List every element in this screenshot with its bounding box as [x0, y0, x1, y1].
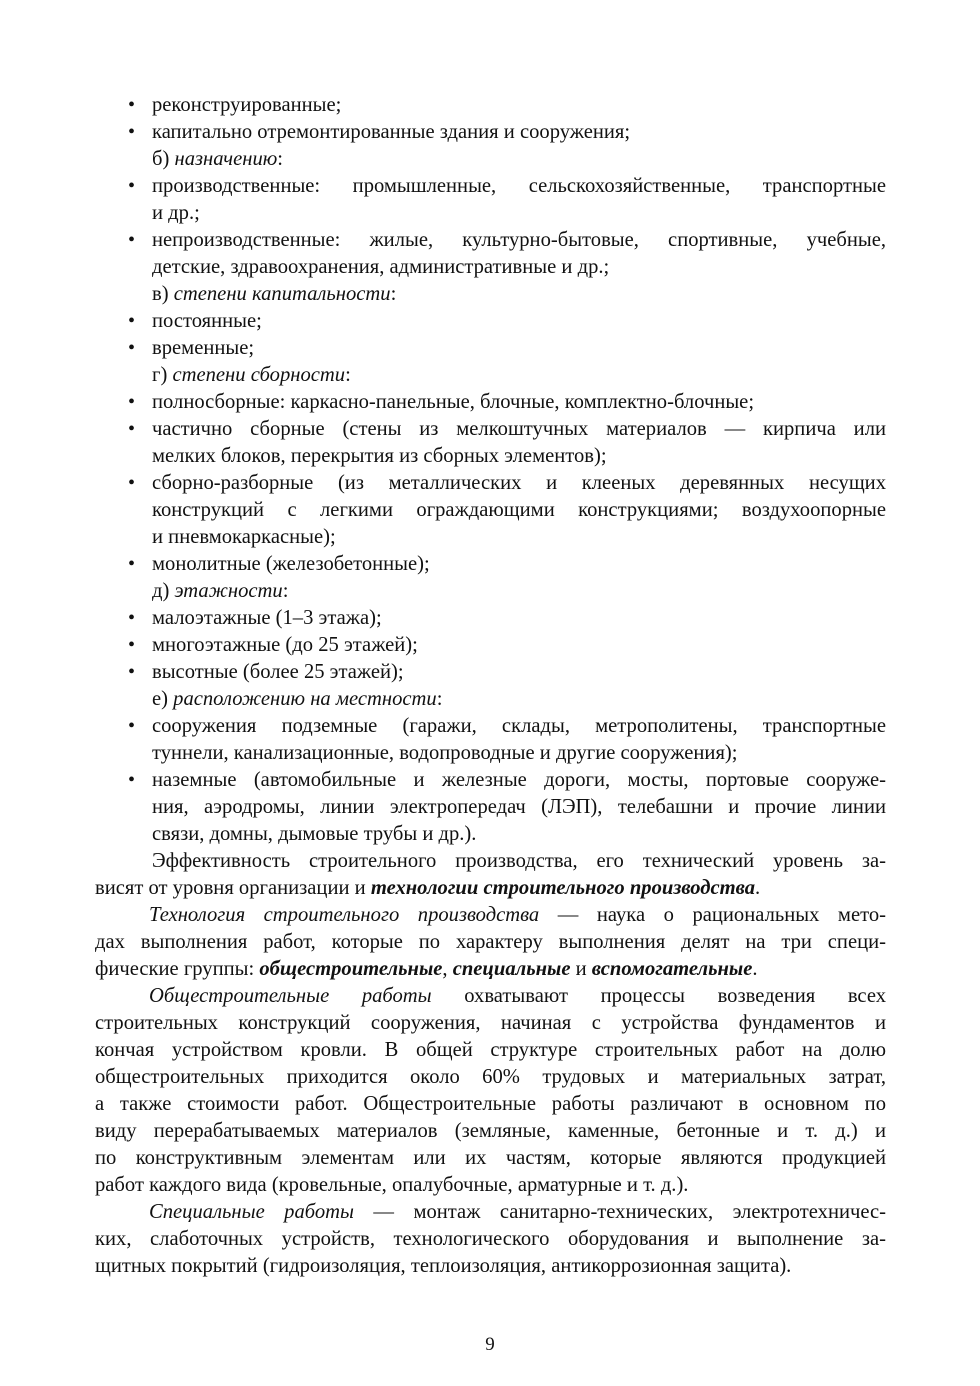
list-item-continuation: туннели, канализационные, водопроводные и другие сооружения);: [152, 742, 738, 764]
paragraph-line: по конструктивным элементам или их частям, которые являются продукцией: [95, 1147, 886, 1169]
paragraph-line: общестроительных приходится около 60% трудовых и материальных затрат,: [95, 1066, 886, 1088]
list-item: • временные;: [95, 335, 886, 362]
paragraph-line: а также стоимости работ. Общестроительные работы различают в основном по: [95, 1093, 886, 1115]
paragraph-line: строительных конструкций сооружения, начиная с устройства фундаментов и: [95, 1012, 886, 1034]
list-item: • непроизводственные: жилые, культурно-бытовые, спортивные, учебные,: [95, 227, 886, 254]
list-item: • сооружения подземные (гаражи, склады, метрополитены, транспортные: [95, 713, 886, 740]
page-number: 9: [485, 1334, 495, 1355]
list-item: • полносборные: каркасно-панельные, блочные, комплектно-блочные;: [95, 389, 886, 416]
paragraph-line: ких, слаботочных устройств, технологического оборудования и выполнение за-: [95, 1228, 886, 1250]
list-item: • реконструированные;: [95, 92, 886, 119]
list-item: • малоэтажные (1–3 этажа);: [95, 605, 886, 632]
list-item: • частично сборные (стены из мелкоштучных материалов — кирпича или: [95, 416, 886, 443]
subheading: г) степени сборности:: [152, 364, 351, 386]
list-item-continuation: конструкций с легкими ограждающими конструкциями; воздухоопорные: [152, 499, 886, 521]
list-item-continuation: и пневмокаркасные);: [152, 526, 336, 548]
subheading: д) этажности:: [152, 580, 289, 602]
paragraph-line: виду перерабатываемых материалов (земляные, каменные, бетонные и т. д.) и: [95, 1120, 886, 1142]
paragraph-line: работ каждого вида (кровельные, опалубочные, арматурные и т. д.).: [95, 1174, 689, 1196]
list-item: • монолитные (железобетонные);: [95, 551, 886, 578]
paragraph-line: Специальные работы — монтаж санитарно-технических, электротехничес-: [149, 1201, 886, 1223]
list-item: • капитально отремонтированные здания и сооружения;: [95, 119, 886, 146]
list-item: • производственные: промышленные, сельскохозяйственные, транспортные: [95, 173, 886, 200]
list-item: • сборно-разборные (из металлических и клееных деревянных несущих: [95, 470, 886, 497]
document-body: [95, 92, 886, 1280]
paragraph-line: Эффективность строительного производства, его технический уровень за-: [152, 850, 886, 872]
subheading: б) назначению:: [152, 148, 284, 170]
paragraph-line: Технология строительного производства — наука о рациональных мето-: [149, 904, 886, 926]
list-item-continuation: мелких блоков, перекрытия из сборных элементов);: [152, 445, 607, 467]
list-item: • высотные (более 25 этажей);: [95, 659, 886, 686]
list-item: • постоянные;: [95, 308, 886, 335]
list-item-continuation: связи, домны, дымовые трубы и др.).: [152, 823, 477, 845]
subheading: в) степени капитальности:: [152, 283, 397, 305]
paragraph-line: фические группы: общестроительные, специальные и вспомогательные.: [95, 958, 758, 980]
paragraph-line: Общестроительные работы охватывают процессы возведения всех: [149, 985, 886, 1007]
paragraph-line: щитных покрытий (гидроизоляция, теплоизоляция, антикоррозионная защита).: [95, 1255, 792, 1277]
list-item: • наземные (автомобильные и железные дороги, мосты, портовые сооруже-: [95, 767, 886, 794]
list-item-continuation: детские, здравоохранения, административные и др.;: [152, 256, 610, 278]
paragraph-line: кончая устройством кровли. В общей структуре строительных работ на долю: [95, 1039, 886, 1061]
list-item-continuation: и др.;: [152, 202, 200, 224]
list-item: • многоэтажные (до 25 этажей);: [95, 632, 886, 659]
paragraph-line: дах выполнения работ, которые по характеру выполнения делят на три специ-: [95, 931, 886, 953]
subheading: е) расположению на местности:: [152, 688, 443, 710]
paragraph-line: висят от уровня организации и технологии строительного производства.: [95, 877, 761, 899]
list-item-continuation: ния, аэродромы, линии электропередач (ЛЭП), телебашни и прочие линии: [152, 796, 886, 818]
